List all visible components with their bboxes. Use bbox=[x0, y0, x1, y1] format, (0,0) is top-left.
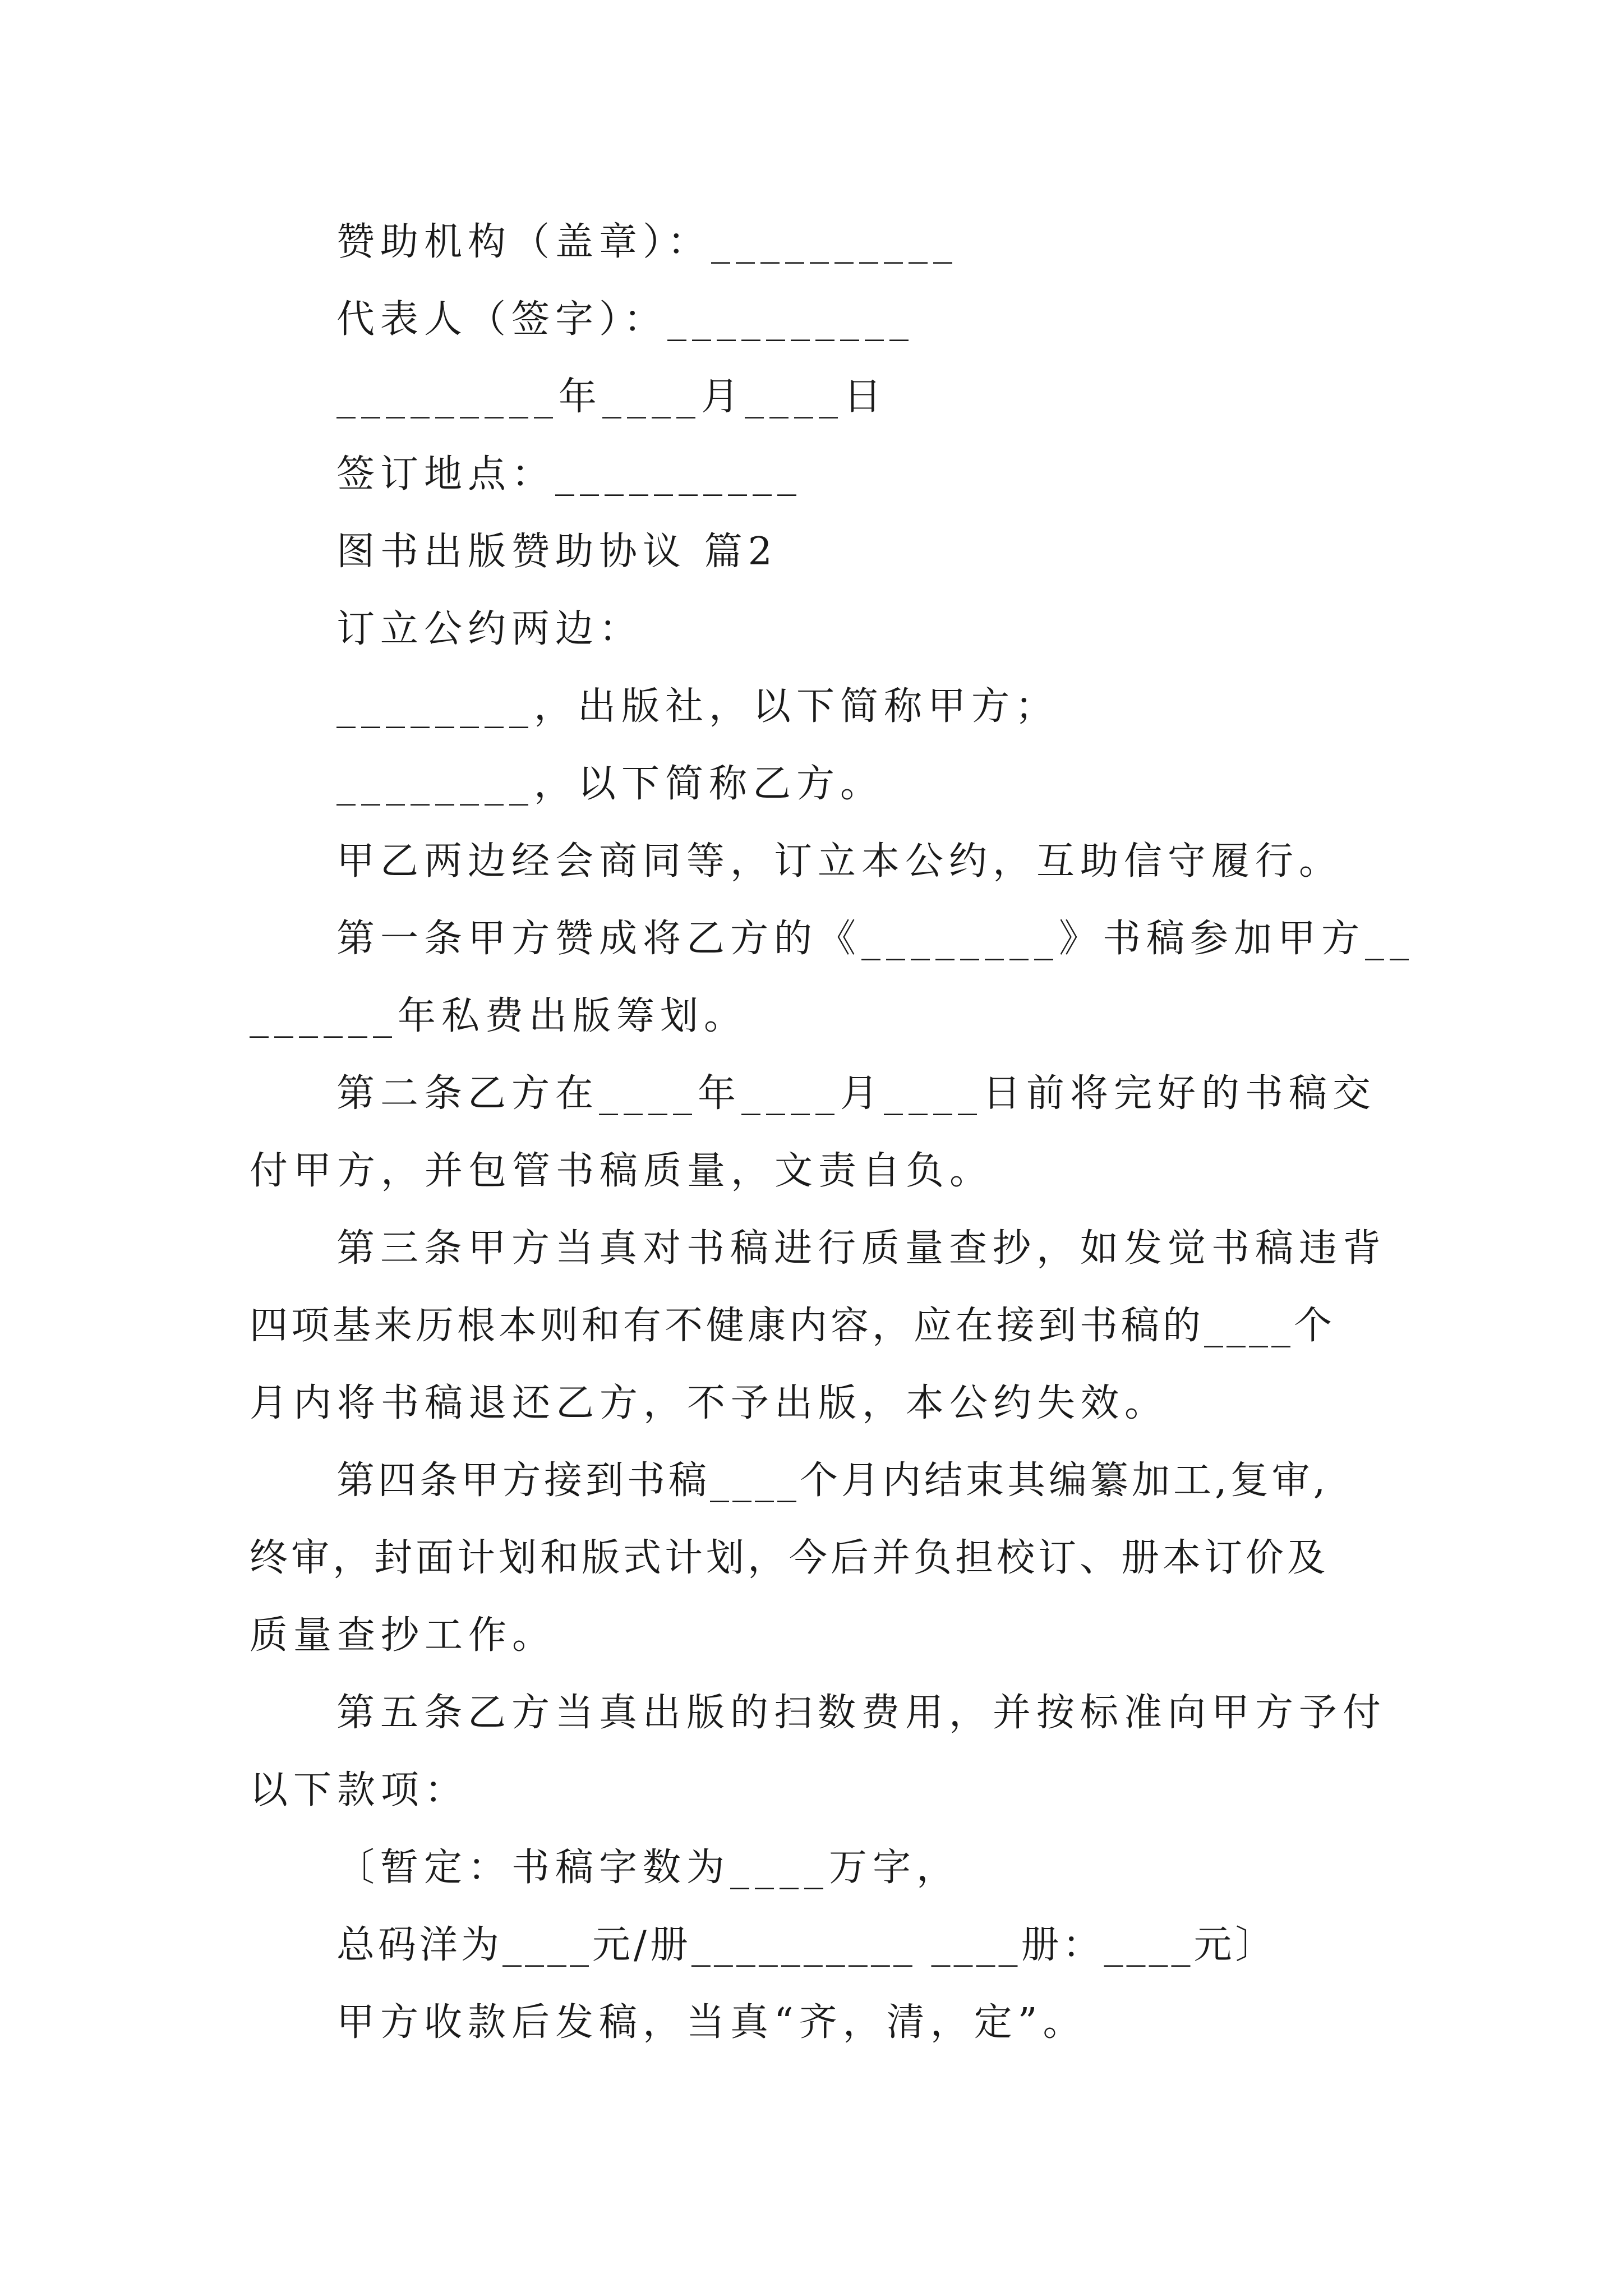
article-3-line-2: 四项基来历根本则和有不健康内容，应在接到书稿的____个 bbox=[250, 1304, 1336, 1348]
representative-signature-line: 代表人（签字）：__________ bbox=[336, 297, 915, 342]
article-3-line-1: 第三条甲方当真对书稿进行质量查抄，如发觉书稿违背 bbox=[336, 1226, 1387, 1271]
article-5-line-1: 第五条乙方当真出版的扫数费用，并按标准向甲方予付 bbox=[336, 1691, 1387, 1735]
article-1-line-1: 第一条甲方赞成将乙方的《________》书稿参加甲方__ bbox=[336, 917, 1415, 961]
article-2-line-1: 第二条乙方在____年____月____日前将完好的书稿交 bbox=[336, 1071, 1377, 1116]
article-4-line-3: 质量查抄工作。 bbox=[250, 1613, 556, 1658]
article-4-line-1: 第四条甲方接到书稿____个月内结束其编纂加工,复审, bbox=[336, 1458, 1329, 1503]
article-3-line-3: 月内将书稿退还乙方，不予出版，本公约失效。 bbox=[250, 1381, 1169, 1425]
party-a-line: ________，出版社，以下简称甲方； bbox=[336, 684, 1059, 729]
provisional-word-count-line: 〔暂定：书稿字数为____万字， bbox=[336, 1846, 961, 1890]
article-4-line-2: 终审，封面计划和版式计划，今后并负担校订、册本订价及 bbox=[250, 1536, 1329, 1580]
parties-intro: 订立公约两边： bbox=[336, 607, 643, 651]
party-b-line: ________，以下简称乙方。 bbox=[336, 762, 884, 806]
section-heading: 图书出版赞助协议 篇2 bbox=[336, 530, 778, 574]
article-2-line-2: 付甲方，并包管书稿质量，文责自负。 bbox=[250, 1149, 994, 1193]
payment-note-line: 甲方收款后发稿，当真“齐，清，定”。 bbox=[336, 2000, 1087, 2045]
article-1-line-2: ______年私费出版筹划。 bbox=[250, 994, 748, 1038]
date-line: _________年____月____日 bbox=[336, 375, 888, 419]
sponsor-org-seal-line: 赞助机构（盖章）：__________ bbox=[336, 220, 958, 264]
total-price-line: 总码洋为____元/册__________ ____册：____元〕 bbox=[336, 1923, 1277, 1967]
signing-place-line: 签订地点：__________ bbox=[336, 452, 803, 496]
agreement-intro: 甲乙两边经会商同等，订立本公约，互助信守履行。 bbox=[336, 839, 1343, 884]
article-5-line-2: 以下款项： bbox=[250, 1768, 469, 1812]
